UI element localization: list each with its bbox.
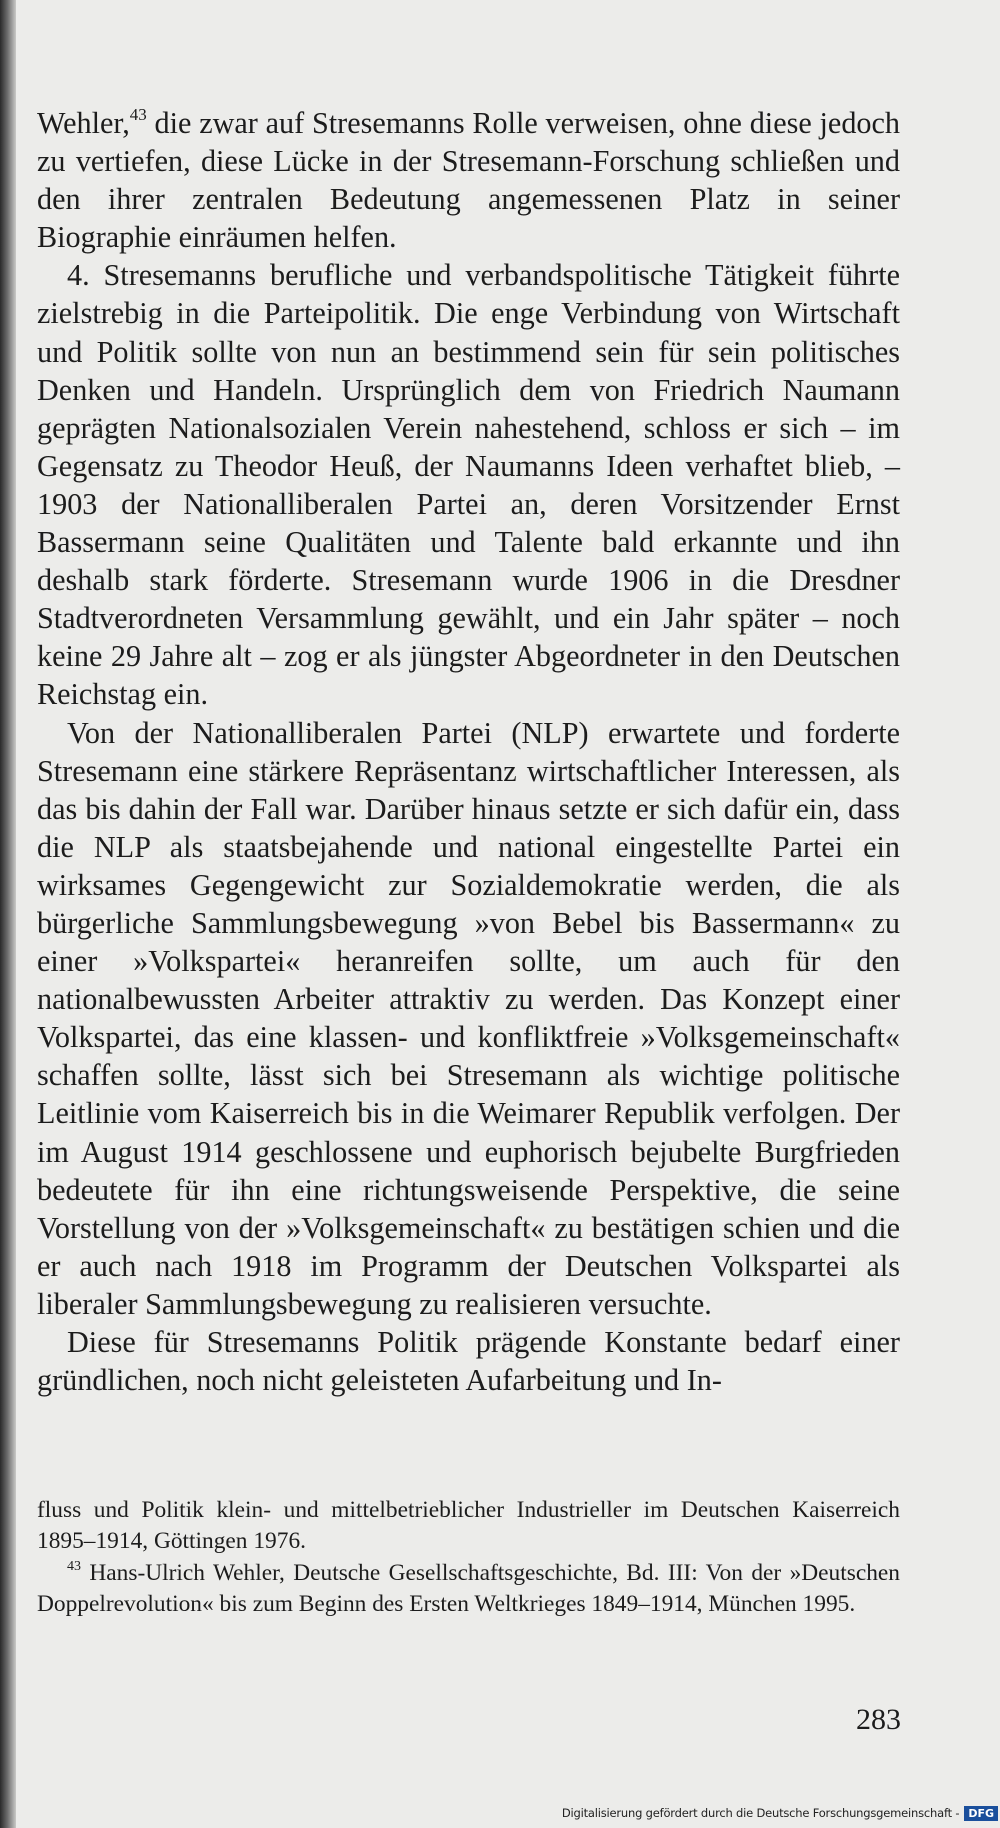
paragraph-1 (37, 104, 900, 256)
paragraph-4: Diese für Stresemanns Politik prägende Konstante bedarf einer gründlichen, noch nicht geleisteten Aufarbeitung und In- (37, 1325, 900, 1398)
paragraph-3: Von der Nationalliberalen Partei (NLP) erwartete und forderte Stresemann eine stärkere Repräsentanz wirtschaftlicher Interessen, als das bis dahin der Fall war. Darüber hinaus setzte er sich dafür ein, dass die NLP als staatsbejahende und national eingestellte Partei ein wirksames Gegengewicht zur Sozialdemokratie werden, die als bürgerliche Sammlungsbewegung »von Bebel bis Bassermann« zu einer »Volkspartei« heranreifen sollte, um auch für den nationalbewussten Arbeiter attraktiv zu werden. Das Konzept einer Volkspartei, das eine klassen- und konfliktfreie »Volksgemeinschaft« schaffen sollte, lässt sich bei Stresemann als wichtige politische Leitlinie vom Kaiserreich bis in die Weimarer Republik verfolgen. Der im August 1914 geschlossene und euphorisch bejubelte Burgfrieden bedeutete für ihn eine richtungsweisende Perspektive, die seine Vorstellung von der »Volksgemeinschaft« zu bestätigen schien und die er auch nach 1918 im Programm der Deutschen Volkspartei als liberaler Sammlungsbewegung zu realisieren versuchte. (37, 715, 900, 1321)
digitization-footer (562, 1802, 998, 1824)
footnote-43-text: Hans-Ulrich Wehler, Deutsche Gesellschaftsgeschichte, Bd. III: Von der »Deutschen Doppelrevolution« bis zum Beginn des Ersten Weltkrieges 1849–1914, München 1995. (37, 1559, 900, 1618)
body-text (37, 104, 900, 1399)
footer-text: Digitalisierung gefördert durch die Deutsche Forschungsgemeinschaft - (561, 1806, 960, 1820)
footnotes (37, 1495, 900, 1621)
footnote-ref-43[interactable]: 43 (129, 105, 147, 124)
dfg-logo-icon: DFG (964, 1806, 998, 1821)
paragraph-2: 4. Stresemanns berufliche und verbandspolitische Tätigkeit führte zielstrebig in die Parteipolitik. Die enge Verbindung von Wirtschaft und Politik sollte von nun an bestimmend sein für sein politisches Denken und Handeln. Ursprünglich dem von Friedrich Naumann geprägten Nationalsozialen Verein nahestehend, schloss er sich – im Gegensatz zu Theodor Heuß, der Naumanns Ideen verhaftet blieb, – 1903 der Nationalliberalen Partei an, deren Vorsitzender Ernst Bassermann seine Qualitäten und Talente bald erkannte und ihn deshalb stark förderte. Stresemann wurde 1906 in die Dresdner Stadtverordneten Versammlung gewählt, und ein Jahr später – noch keine 29 Jahre alt – zog er als jüngster Abgeordneter in den Deutschen Reichstag ein. (37, 258, 900, 712)
footnote-continuation: fluss und Politik klein- und mittelbetrieblicher Industrieller im Deutschen Kaiserreich 1895–1914, Göttingen 1976. (37, 1497, 900, 1555)
footnote-43-number: 43 (67, 1558, 81, 1574)
paragraph-1-start: Wehler, (37, 106, 130, 140)
book-spine-shadow (0, 0, 16, 1828)
footnote-43 (37, 1558, 900, 1621)
page-number: 283 (856, 1703, 901, 1736)
paragraph-1-rest: die zwar auf Stresemanns Rolle verweisen, ohne diese jedoch zu vertiefen, diese Lücke in der Stresemann-Forschung schließen und den ihrer zentralen Bedeutung angemessenen Platz in seiner Biographie einräumen helfen. (37, 106, 900, 255)
